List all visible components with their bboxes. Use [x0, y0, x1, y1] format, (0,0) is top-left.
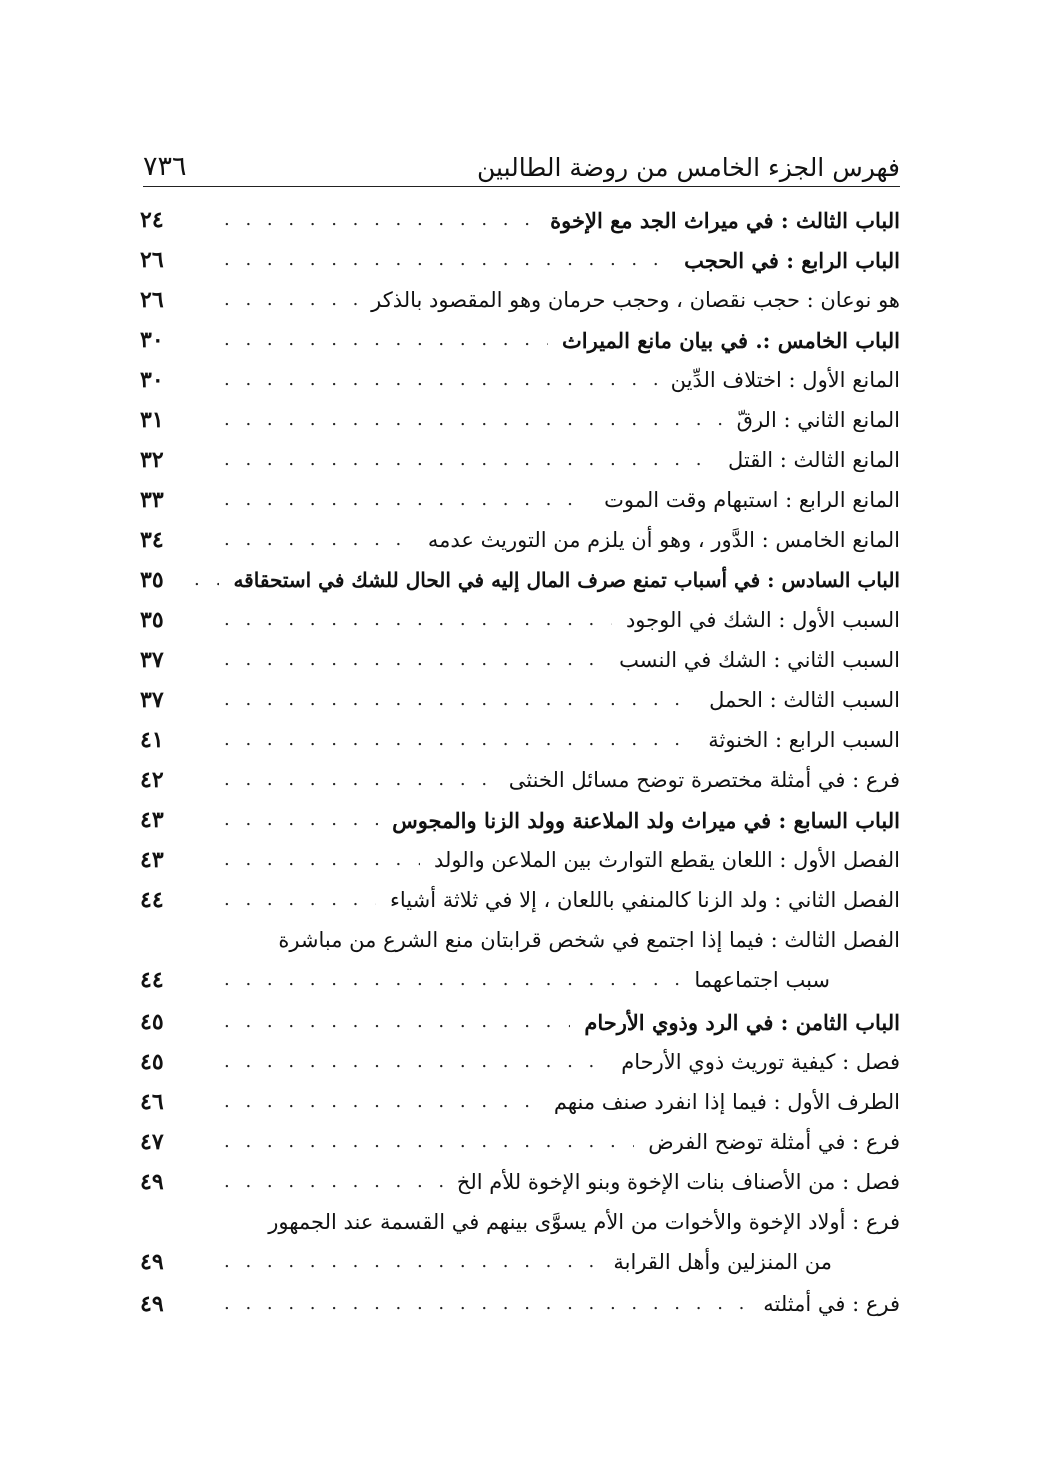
entry-page: ٤٩ [140, 1291, 164, 1317]
entry-page: ٣٤ [140, 527, 164, 553]
entry-page: ٤٥ [140, 1049, 164, 1075]
entry-page: ٤٤ [140, 967, 164, 993]
entry-title: السبب الرابع : الخنوثة [708, 728, 900, 752]
entry-title: الطرف الأول : فيما إذا انفرد صنف منهم [553, 1090, 900, 1114]
entry-title: الفصل الأول : اللعان يقطع التوارث بين الملاعن والولد [433, 848, 900, 872]
toc-entry [140, 1122, 900, 1162]
toc-entry [140, 680, 900, 720]
entry-page: ٤٦ [140, 1089, 164, 1115]
entry-title: فرع : في أمثلة مختصرة توضح مسائل الخنثى [508, 768, 900, 792]
toc-entry [140, 1162, 900, 1202]
entry-title: الباب الثامن : في الرد وذوي الأرحام [584, 1009, 900, 1035]
dot-leader [194, 571, 219, 589]
entry-title-line1: فرع : أولاد الإخوة والأخوات من الأم يسوَّى بينهم في القسمة عند الجمهور [268, 1210, 900, 1234]
entry-page: ٢٤ [140, 207, 164, 233]
page-number: ٧٣٦ [143, 151, 187, 182]
dot-leader [224, 1253, 599, 1271]
entry-page: ٣٠ [140, 367, 164, 393]
entry-page: ٣١ [140, 407, 164, 433]
entry-title: الباب السادس : في أسباب تمنع صرف المال إليه في الحال للشك في استحقاقه [233, 568, 900, 592]
table-of-contents [140, 200, 900, 1324]
entry-title: السبب الثاني : الشك في النسب [619, 648, 900, 672]
dot-leader [224, 1133, 634, 1151]
entry-title: هو نوعان : حجب نقصان ، وحجب حرمان وهو المقصود بالذكر [371, 288, 900, 312]
page-header [143, 140, 900, 182]
entry-page: ٤٣ [140, 847, 164, 873]
dot-leader [224, 971, 680, 989]
dot-leader [224, 411, 723, 429]
entry-title: الباب السابع : في ميراث ولد الملاعنة وولد الزنا والمجوس [392, 807, 900, 833]
running-title: فهرس الجزء الخامس من روضة الطالبين [477, 153, 900, 182]
dot-leader [224, 771, 495, 789]
dot-leader [224, 291, 357, 309]
toc-entry [140, 400, 900, 440]
entry-page: ٤٤ [140, 887, 164, 913]
dot-leader [224, 251, 670, 269]
dot-leader [224, 1173, 443, 1191]
toc-entry [140, 880, 900, 920]
entry-title: فصل : كيفية توريث ذوي الأرحام [621, 1050, 900, 1074]
dot-leader [224, 491, 590, 509]
toc-entry [140, 840, 900, 880]
entry-title: الباب الثالث : في ميراث الجد مع الإخوة [550, 207, 900, 233]
toc-entry [140, 480, 900, 520]
entry-page: ٤٥ [140, 1009, 164, 1035]
dot-leader [224, 811, 378, 829]
dot-leader [224, 691, 695, 709]
header-rule [143, 186, 900, 187]
toc-entry [140, 240, 900, 280]
dot-leader [224, 1093, 540, 1111]
toc-entry [140, 1082, 900, 1122]
entry-title: فصل : من الأصناف بنات الإخوة وبنو الإخوة للأم الخ [456, 1170, 900, 1194]
dot-leader [224, 211, 536, 229]
toc-entry [140, 640, 900, 680]
entry-title-line2: سبب اجتماعهما [694, 968, 830, 992]
toc-entry [140, 720, 900, 760]
entry-page: ٣٥ [140, 567, 164, 593]
entry-page: ٣٧ [140, 687, 164, 713]
entry-page: ٢٦ [140, 287, 164, 313]
entry-title: المانع الرابع : استبهام وقت الموت [604, 488, 900, 512]
dot-leader [224, 891, 376, 909]
entry-page: ٢٦ [140, 247, 164, 273]
entry-line2 [140, 1242, 900, 1282]
toc-entry-multiline [140, 1202, 900, 1284]
entry-page: ٣٢ [140, 447, 164, 473]
entry-title: فرع : في أمثلته [763, 1292, 900, 1316]
dot-leader [224, 851, 420, 869]
entry-page: ٣٧ [140, 647, 164, 673]
entry-title: المانع الخامس : الدَّور ، وهو أن يلزم من التوريث عدمه [427, 528, 900, 552]
toc-entry [140, 440, 900, 480]
toc-entry [140, 1002, 900, 1042]
dot-leader [224, 1053, 607, 1071]
dot-leader [224, 651, 605, 669]
toc-entry [140, 1284, 900, 1324]
toc-entry [140, 1042, 900, 1082]
toc-entry [140, 360, 900, 400]
entry-page: ٣٥ [140, 607, 164, 633]
toc-entry [140, 560, 900, 600]
entry-page: ٤٢ [140, 767, 164, 793]
dot-leader [224, 1295, 749, 1313]
entry-page: ٤١ [140, 727, 164, 753]
dot-leader [224, 1013, 570, 1031]
dot-leader [224, 371, 657, 389]
dot-leader [224, 531, 414, 549]
entry-title: المانع الثالث : القتل [728, 448, 900, 472]
toc-entry [140, 600, 900, 640]
entry-line2 [140, 960, 900, 1000]
toc-entry-multiline [140, 920, 900, 1002]
dot-leader [224, 611, 612, 629]
entry-title: المانع الثاني : الرقّ [736, 408, 900, 432]
entry-page: ٣٣ [140, 487, 164, 513]
entry-title: السبب الثالث : الحمل [709, 688, 900, 712]
entry-title-line2: من المنزلين وأهل القرابة [613, 1250, 832, 1274]
toc-entry [140, 320, 900, 360]
dot-leader [224, 451, 714, 469]
toc-entry [140, 200, 900, 240]
entry-page: ٤٧ [140, 1129, 164, 1155]
entry-title-line1: الفصل الثالث : فيما إذا اجتمع في شخص قرابتان منع الشرع من مباشرة [278, 928, 900, 952]
entry-page: ٣٠ [140, 327, 164, 353]
entry-title: السبب الأول : الشك في الوجود [625, 608, 900, 632]
entry-title: الباب الخامس :. في بيان مانع الميراث [562, 327, 900, 353]
dot-leader [224, 731, 694, 749]
entry-page: ٤٩ [140, 1249, 164, 1275]
toc-entry [140, 760, 900, 800]
entry-title: الفصل الثاني : ولد الزنا كالمنفي باللعان ، إلا في ثلاثة أشياء [389, 888, 900, 912]
entry-page: ٤٩ [140, 1169, 164, 1195]
entry-title: المانع الأول : اختلاف الدِّين [670, 368, 900, 392]
dot-leader [224, 331, 548, 349]
toc-entry [140, 520, 900, 560]
entry-title: الباب الرابع : في الحجب [684, 247, 900, 273]
toc-entry [140, 800, 900, 840]
entry-page: ٤٣ [140, 807, 164, 833]
toc-entry [140, 280, 900, 320]
entry-title: فرع : في أمثلة توضح الفرض [648, 1130, 900, 1154]
